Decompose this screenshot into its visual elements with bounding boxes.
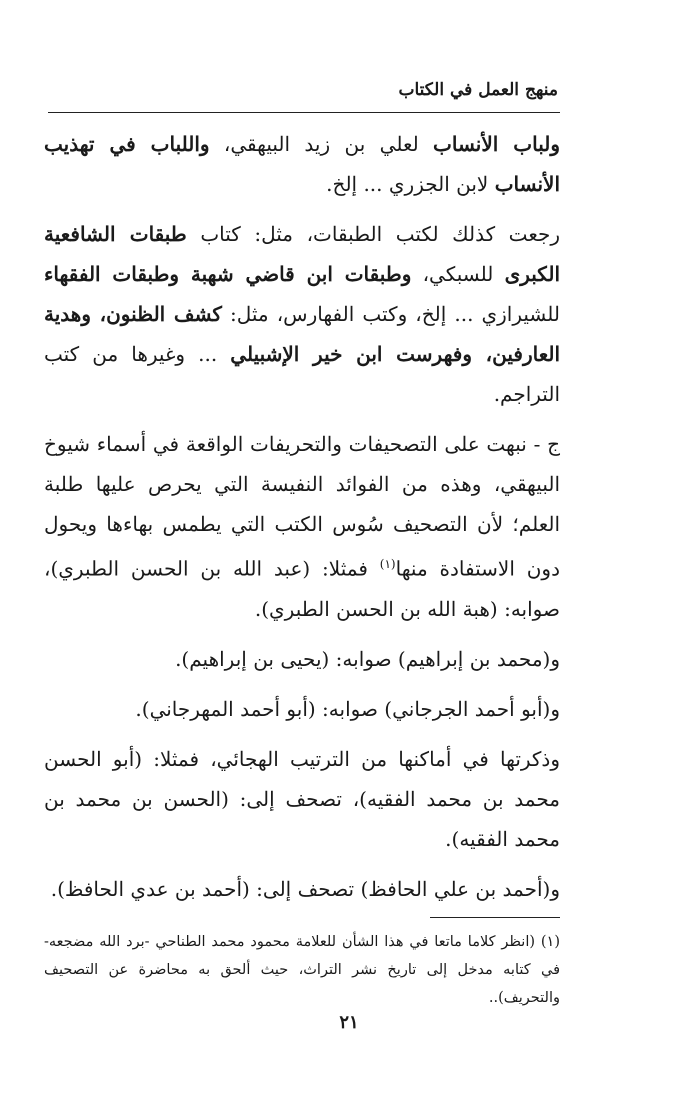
footnote-rule	[430, 917, 560, 918]
paragraph-2	[44, 214, 560, 414]
text-run: نبهت على التصحيفات والتحريفات الواقعة في أسماء شيوخ البيهقي، وهذه من الفوائد النفيسة التي يحرص عليها طلبة العلم؛ لأن التصحيف سُوس الكتب التي يطمس بهاءها ويحول دون الاستفادة منها	[44, 432, 560, 581]
text-run: لعلي بن زيد البيهقي،	[209, 132, 434, 156]
bold-title: واللباب في تهذيب الأنساب	[44, 132, 560, 196]
footnote-ref: (١)	[379, 557, 396, 571]
running-header: منهج العمل في الكتاب	[398, 80, 558, 100]
text-run: فمثلا: (عبد الله بن الحسن الطبري)، صوابه: (هبة الله بن الحسن الطبري).	[44, 556, 560, 621]
bold-title: طبقات الشافعية الكبرى	[44, 222, 560, 286]
bold-title: وطبقات ابن قاضي شهبة وطبقات الفقهاء	[44, 262, 412, 286]
paragraph-7: و(أحمد بن علي الحافظ) تصحف إلى: (أحمد بن عدي الحافظ).	[50, 876, 560, 901]
page-number: ٢١	[339, 1012, 359, 1033]
text-run: لابن الجزري ... إلخ.	[326, 172, 495, 196]
paragraph-3	[44, 424, 560, 629]
bold-title: كشف الظنون، وهدية العارفين، وفهرست ابن خير الإشبيلي	[44, 302, 560, 366]
paragraph-5: و(أبو أحمد الجرجاني) صوابه: (أبو أحمد المهرجاني).	[135, 696, 560, 721]
paragraph-1	[44, 124, 560, 204]
header-rule	[48, 112, 560, 113]
body-text	[44, 124, 560, 919]
text-run: للسبكي،	[411, 262, 505, 286]
list-marker: ج -	[533, 432, 560, 456]
paragraph-4: و(محمد بن إبراهيم) صوابه: (يحيى بن إبراهيم).	[175, 646, 560, 671]
bold-title: ولباب الأنساب	[433, 132, 561, 156]
text-run: رجعت كذلك لكتب الطبقات، مثل: كتاب	[186, 222, 560, 246]
text-run: للشيرازي ... إلخ، وكتب الفهارس، مثل:	[221, 302, 560, 326]
paragraph-6: وذكرتها في أماكنها من الترتيب الهجائي، فمثلا: (أبو الحسن محمد بن محمد الفقيه)، تصحف إلى: (الحسن بن محمد بن محمد الفقيه).	[44, 746, 560, 851]
text-run: ... وغيرها من كتب التراجم.	[44, 342, 560, 406]
footnote: (١) (انظر كلاما ماتعا في هذا الشأن للعلامة محمود محمد الطناحي -برد الله مضجعه- في كتابه مدخل إلى تاريخ نشر التراث، حيث ألحق به محاضرة عن التصحيف والتحريف)..	[44, 934, 560, 1006]
